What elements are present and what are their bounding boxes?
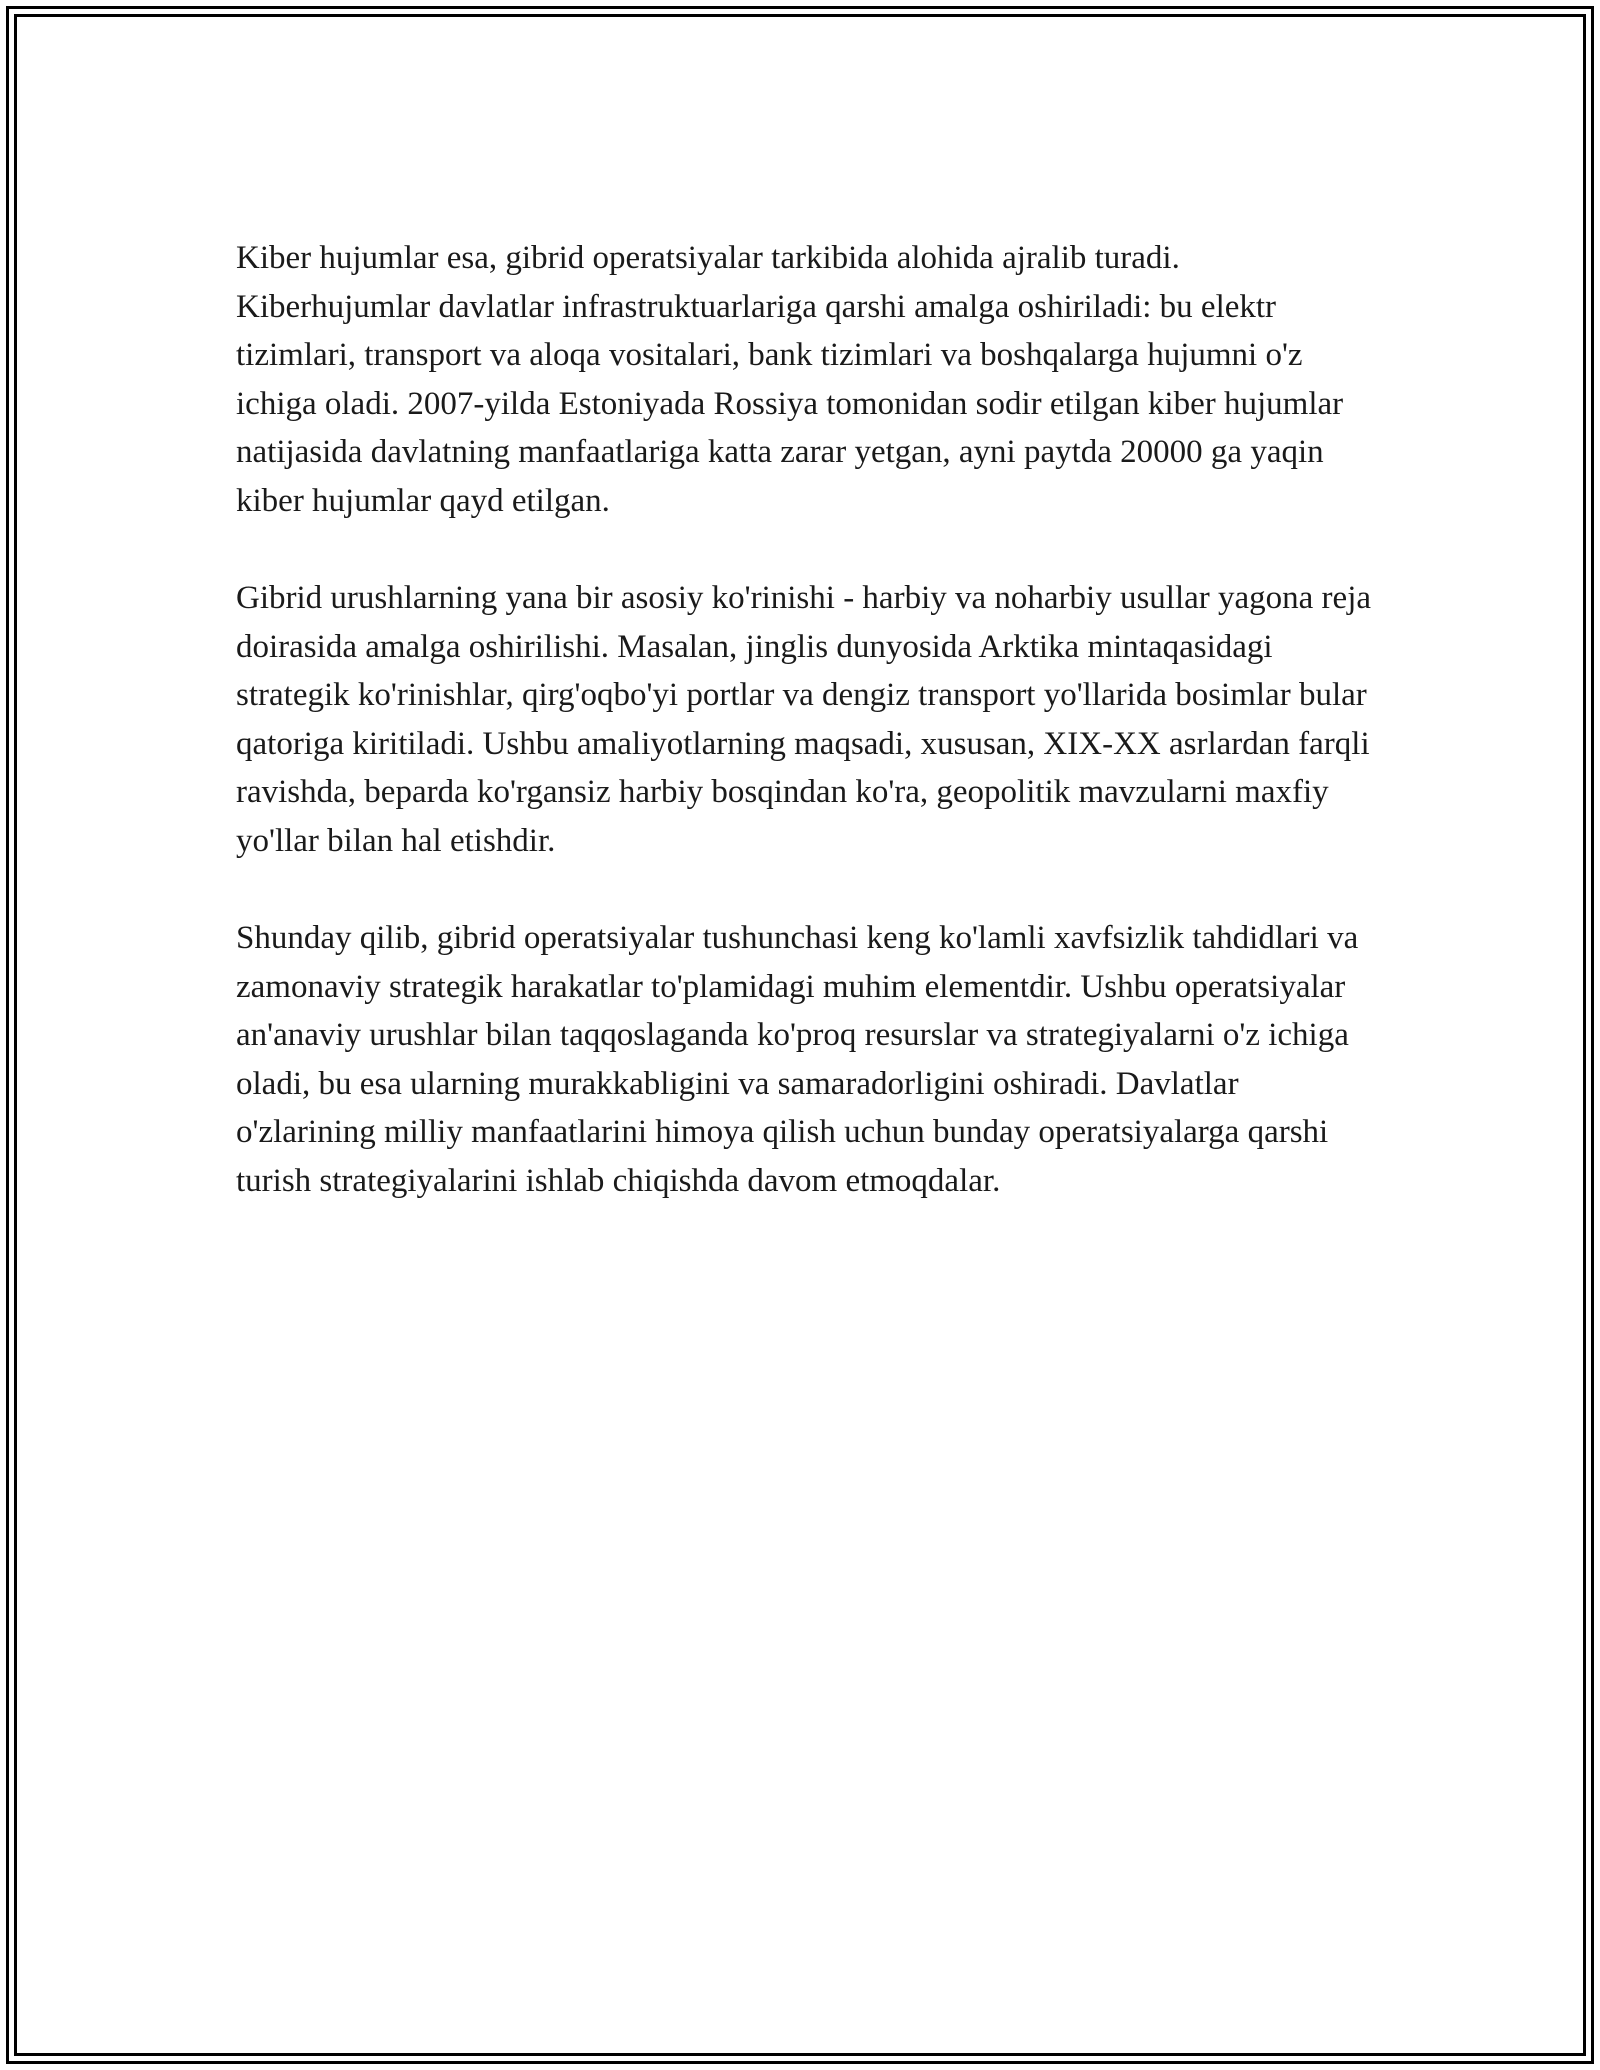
paragraph-cyber-attacks: Kiber hujumlar esa, gibrid operatsiyalar tarkibida alohida ajralib turadi. Kiberhujumlar davlatlar infrastruktuarlariga qarshi amalga oshiriladi: bu elektr tizimlari, transport va aloqa vositalari, bank tizimlari va boshqalarga hujumni o'z ichiga oladi. 2007-yilda Estoniyada Rossiya tomonidan sodir etilgan kiber hujumlar natijasida davlatning manfaatlariga katta zarar yetgan, ayni paytda 20000 ga yaqin kiber hujumlar qayd etilgan. — [236, 240, 1344, 519]
paragraph-conclusion: Shunday qilib, gibrid operatsiyalar tushunchasi keng ko'lamli xavfsizlik tahdidlari va zamonaviy strategik harakatlar to'plamidagi muhim elementdir. Ushbu operatsiyalar an'anaviy urushlar bilan taqqoslaganda ko'proq resurslar va strategiyalarni o'z ichiga oladi, bu esa ularning murakkabligini va samaradorligini oshiradi. Davlatlar o'zlarining milliy manfaatlarini himoya qilish uchun bunday operatsiyalarga qarshi turish strategiyalarini ishlab chiqishda davom etmoqdalar. — [236, 920, 1359, 1199]
paragraph-hybrid-methods: Gibrid urushlarning yana bir asosiy ko'rinishi - harbiy va noharbiy usullar yagona reja doirasida amalga oshirilishi. Masalan, jinglis dunyosida Arktika mintaqasidagi strategik ko'rinishlar, qirg'oqbo'yi portlar va dengiz transport yo'llarida bosimlar bular qatoriga kiritiladi. Ushbu amaliyotlarning maqsadi, xususan, XIX-XX asrlardan farqli ravishda, beparda ko'rgansiz harbiy bosqindan ko'ra, geopolitik mavzularni maxfiy yo'llar bilan hal etishdir. — [236, 580, 1372, 859]
document-body — [236, 234, 1376, 1254]
